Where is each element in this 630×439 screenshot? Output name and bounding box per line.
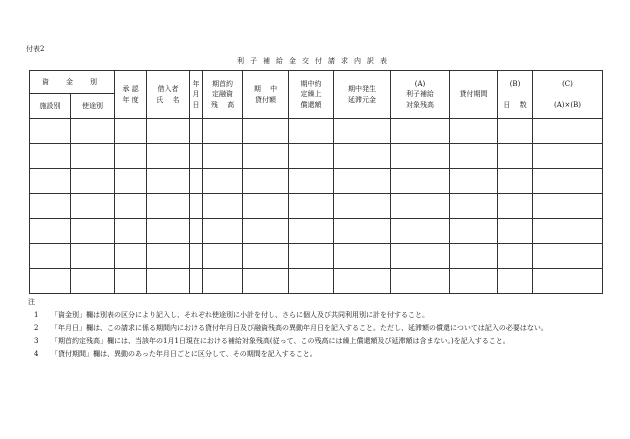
table-cell[interactable] xyxy=(147,194,190,219)
table-cell[interactable] xyxy=(498,144,533,169)
table-row xyxy=(30,119,603,144)
table-cell[interactable] xyxy=(30,119,71,144)
table-cell[interactable] xyxy=(450,269,498,294)
table-cell[interactable] xyxy=(533,244,603,269)
table-cell[interactable] xyxy=(115,269,147,294)
table-cell[interactable] xyxy=(533,269,603,294)
table-cell[interactable] xyxy=(391,119,450,144)
col-kichu-kashitsuke: 期 中 貸付額 xyxy=(243,71,289,119)
table-cell[interactable] xyxy=(450,144,498,169)
table-cell[interactable] xyxy=(243,169,289,194)
table-cell[interactable] xyxy=(71,244,115,269)
table-cell[interactable] xyxy=(289,244,334,269)
table-cell[interactable] xyxy=(203,169,243,194)
table-cell[interactable] xyxy=(243,219,289,244)
table-row xyxy=(30,169,603,194)
table-cell[interactable] xyxy=(334,269,391,294)
table-cell[interactable] xyxy=(71,269,115,294)
table-cell[interactable] xyxy=(243,119,289,144)
table-cell[interactable] xyxy=(391,144,450,169)
table-cell[interactable] xyxy=(450,244,498,269)
table-cell[interactable] xyxy=(190,219,203,244)
table-cell[interactable] xyxy=(334,119,391,144)
table-row xyxy=(30,144,603,169)
table-cell[interactable] xyxy=(30,219,71,244)
table-cell[interactable] xyxy=(147,169,190,194)
table-cell[interactable] xyxy=(203,194,243,219)
col-shikin-betsu: 資 金 別 xyxy=(30,71,115,94)
table-cell[interactable] xyxy=(450,194,498,219)
note-item: 3 「期首約定残高」欄には、当該年の1月1日現在における補給対象残高(従って、この残高には繰上償還額及び延滞額は含まない。)を記入すること。 xyxy=(34,337,510,345)
table-cell[interactable] xyxy=(147,244,190,269)
table-cell[interactable] xyxy=(147,119,190,144)
table-cell[interactable] xyxy=(289,194,334,219)
table-cell[interactable] xyxy=(30,269,71,294)
note-item: 2 「年月日」欄は、この請求に係る期間内における貸付年月日及び融資残高の異動年月日を記入すること。ただし、延滞額の償還については記入の必要はない。 xyxy=(34,324,548,332)
col-kishu-zandaka: 期首約 定融資 残 高 xyxy=(203,71,243,119)
table-cell[interactable] xyxy=(203,219,243,244)
table-cell[interactable] xyxy=(190,244,203,269)
table-cell[interactable] xyxy=(450,119,498,144)
table-cell[interactable] xyxy=(30,144,71,169)
table-cell[interactable] xyxy=(391,194,450,219)
form-title: 利子補給金交付請求内訳表 xyxy=(237,57,393,65)
table-row xyxy=(30,194,603,219)
table-cell[interactable] xyxy=(334,194,391,219)
table-cell[interactable] xyxy=(533,194,603,219)
table-cell[interactable] xyxy=(243,194,289,219)
table-row xyxy=(30,244,603,269)
table-cell[interactable] xyxy=(391,169,450,194)
col-c-product: (C) (A)×(B) xyxy=(533,71,603,119)
table-cell[interactable] xyxy=(115,219,147,244)
table-cell[interactable] xyxy=(147,219,190,244)
table-cell[interactable] xyxy=(498,269,533,294)
table-cell[interactable] xyxy=(334,244,391,269)
table-cell[interactable] xyxy=(289,219,334,244)
table-cell[interactable] xyxy=(498,219,533,244)
table-cell[interactable] xyxy=(334,219,391,244)
table-cell[interactable] xyxy=(533,119,603,144)
col-kichu-entai: 期中発生 延滞元金 xyxy=(334,71,391,119)
table-row xyxy=(30,219,603,244)
table-cell[interactable] xyxy=(190,144,203,169)
table-cell[interactable] xyxy=(243,269,289,294)
table-cell[interactable] xyxy=(115,119,147,144)
table-cell[interactable] xyxy=(243,144,289,169)
notes-section xyxy=(28,296,608,361)
table-cell[interactable] xyxy=(115,169,147,194)
subsidy-breakdown-table xyxy=(29,70,603,294)
table-cell[interactable] xyxy=(391,219,450,244)
col-shiito-betsu: 使途別 xyxy=(71,94,115,119)
table-cell[interactable] xyxy=(289,144,334,169)
col-shonin-nendo: 承 認 年 度 xyxy=(115,71,147,119)
table-cell[interactable] xyxy=(30,169,71,194)
col-kichu-yakujo: 期中約 定繰上 償還額 xyxy=(289,71,334,119)
table-cell[interactable] xyxy=(147,144,190,169)
table-cell[interactable] xyxy=(30,194,71,219)
note-item: 4 「貸付期間」欄は、異動のあった年月日ごとに区分して、その期間を記入すること。 xyxy=(34,350,317,358)
table-cell[interactable] xyxy=(334,144,391,169)
note-item: 1 「資金別」欄は別表の区分により記入し、それぞれ使途別に小計を付し、さらに個人及び共同利用別に計を付すること。 xyxy=(34,311,429,319)
col-b-nissu: (B) 日 数 xyxy=(498,71,533,119)
table-cell[interactable] xyxy=(71,194,115,219)
table-cell[interactable] xyxy=(391,269,450,294)
col-nengappi: 年 月 日 xyxy=(190,71,203,119)
table-body xyxy=(30,119,603,294)
table-cell[interactable] xyxy=(289,119,334,144)
table-cell[interactable] xyxy=(190,169,203,194)
table-cell[interactable] xyxy=(289,269,334,294)
table-cell[interactable] xyxy=(450,169,498,194)
table-cell[interactable] xyxy=(533,144,603,169)
table-cell[interactable] xyxy=(190,194,203,219)
table-cell[interactable] xyxy=(71,119,115,144)
form-label: 付表2 xyxy=(26,45,45,53)
table-cell[interactable] xyxy=(71,144,115,169)
table-cell[interactable] xyxy=(498,169,533,194)
table-cell[interactable] xyxy=(533,169,603,194)
table-cell[interactable] xyxy=(147,269,190,294)
table-row xyxy=(30,269,603,294)
table-cell[interactable] xyxy=(203,144,243,169)
table-cell[interactable] xyxy=(203,244,243,269)
table-cell[interactable] xyxy=(243,244,289,269)
table-cell[interactable] xyxy=(203,269,243,294)
table-cell[interactable] xyxy=(115,194,147,219)
table-cell[interactable] xyxy=(334,169,391,194)
table-cell[interactable] xyxy=(391,244,450,269)
table-cell[interactable] xyxy=(71,219,115,244)
table-cell[interactable] xyxy=(203,119,243,144)
col-a-taisho-zandaka: (A) 利子補給 対象残高 xyxy=(391,71,450,119)
table-cell[interactable] xyxy=(450,219,498,244)
table-cell[interactable] xyxy=(115,144,147,169)
table-cell[interactable] xyxy=(115,244,147,269)
table-cell[interactable] xyxy=(190,119,203,144)
table-cell[interactable] xyxy=(498,244,533,269)
notes-heading: 注 xyxy=(28,298,35,306)
table-cell[interactable] xyxy=(289,169,334,194)
table-cell[interactable] xyxy=(71,169,115,194)
col-kashitsuke-kikan: 貸付期間 xyxy=(450,71,498,119)
col-shisetsu-betsu: 施設別 xyxy=(30,94,71,119)
col-kariire-shimei: 借入者 氏 名 xyxy=(147,71,190,119)
table-cell[interactable] xyxy=(498,194,533,219)
table-cell[interactable] xyxy=(498,119,533,144)
table-cell[interactable] xyxy=(30,244,71,269)
table-cell[interactable] xyxy=(533,219,603,244)
table-cell[interactable] xyxy=(190,269,203,294)
